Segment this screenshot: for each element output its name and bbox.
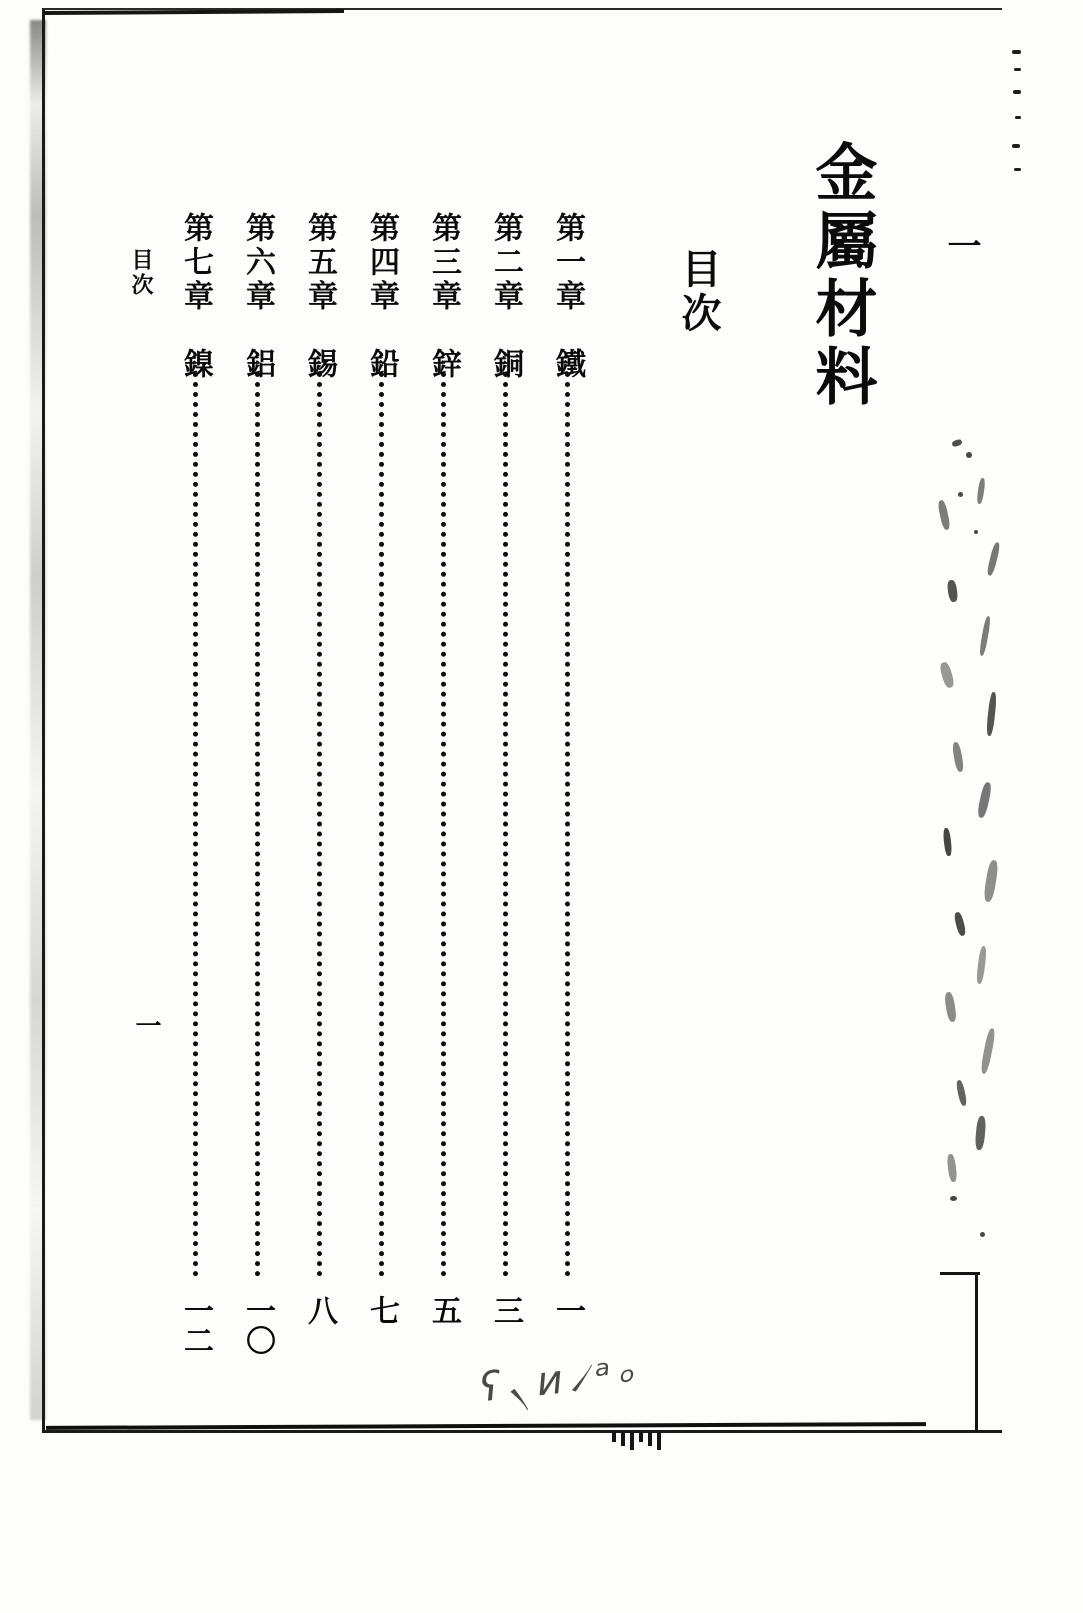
toc-entry-label: 第七章 鎳 (178, 212, 213, 382)
running-foot-label: 目次 (128, 248, 154, 298)
toc-entry-label: 第二章 銅 (488, 212, 523, 382)
page-ordinal-mark: 一 (941, 228, 981, 262)
toc-entry-label: 第一章 鐵 (550, 212, 585, 382)
ink-blob (980, 1232, 985, 1237)
toc-entry[interactable] (428, 212, 462, 1372)
toc-entry-label: 第五章 錫 (302, 212, 337, 382)
ink-blob (974, 530, 978, 534)
toc-entry[interactable] (552, 212, 586, 1372)
toc-heading: 目次 (675, 248, 722, 336)
top-margin-ink-dashes (1012, 50, 1028, 180)
toc-entry[interactable] (180, 212, 214, 1372)
toc-entry[interactable] (304, 212, 338, 1372)
book-title: 金屬材料 (805, 140, 878, 412)
toc-dot-leader (255, 372, 260, 1277)
toc-entry-pageno: 一〇 (240, 1295, 275, 1355)
running-foot-pageno: 一 (131, 1012, 161, 1038)
toc-entry-label: 第四章 鉛 (364, 212, 399, 382)
toc-entry-pageno: 五 (426, 1295, 461, 1325)
toc-dot-leader (193, 372, 198, 1277)
ink-blob (950, 1196, 957, 1201)
handwritten-scrawl-ink: ʕ৲ᴎ৴ᵃ৹ (477, 1348, 642, 1412)
toc-entry[interactable] (366, 212, 400, 1372)
page-border-right-segment (975, 1272, 978, 1432)
toc-dot-leader (565, 372, 570, 1277)
toc-entry-label: 第三章 鋅 (426, 212, 461, 382)
toc-dot-leader (441, 372, 446, 1277)
toc-dot-leader (379, 372, 384, 1277)
bottom-edge-ink-ticks (612, 1432, 682, 1452)
toc-entry-pageno: 三 (488, 1295, 523, 1325)
toc-entry[interactable] (490, 212, 524, 1372)
toc-entry-label: 第六章 鋁 (240, 212, 275, 382)
toc-entry-pageno: 一二 (178, 1295, 213, 1355)
page-border-right-cap (940, 1272, 980, 1275)
toc-dot-leader (503, 372, 508, 1277)
toc-entry-pageno: 七 (364, 1295, 399, 1325)
toc-entry-pageno: 八 (302, 1295, 337, 1325)
toc-entry-pageno: 一 (550, 1295, 585, 1325)
ink-blob (958, 492, 963, 497)
toc-dot-leader (317, 372, 322, 1277)
ink-blob (966, 452, 972, 458)
toc-entry[interactable] (242, 212, 276, 1372)
